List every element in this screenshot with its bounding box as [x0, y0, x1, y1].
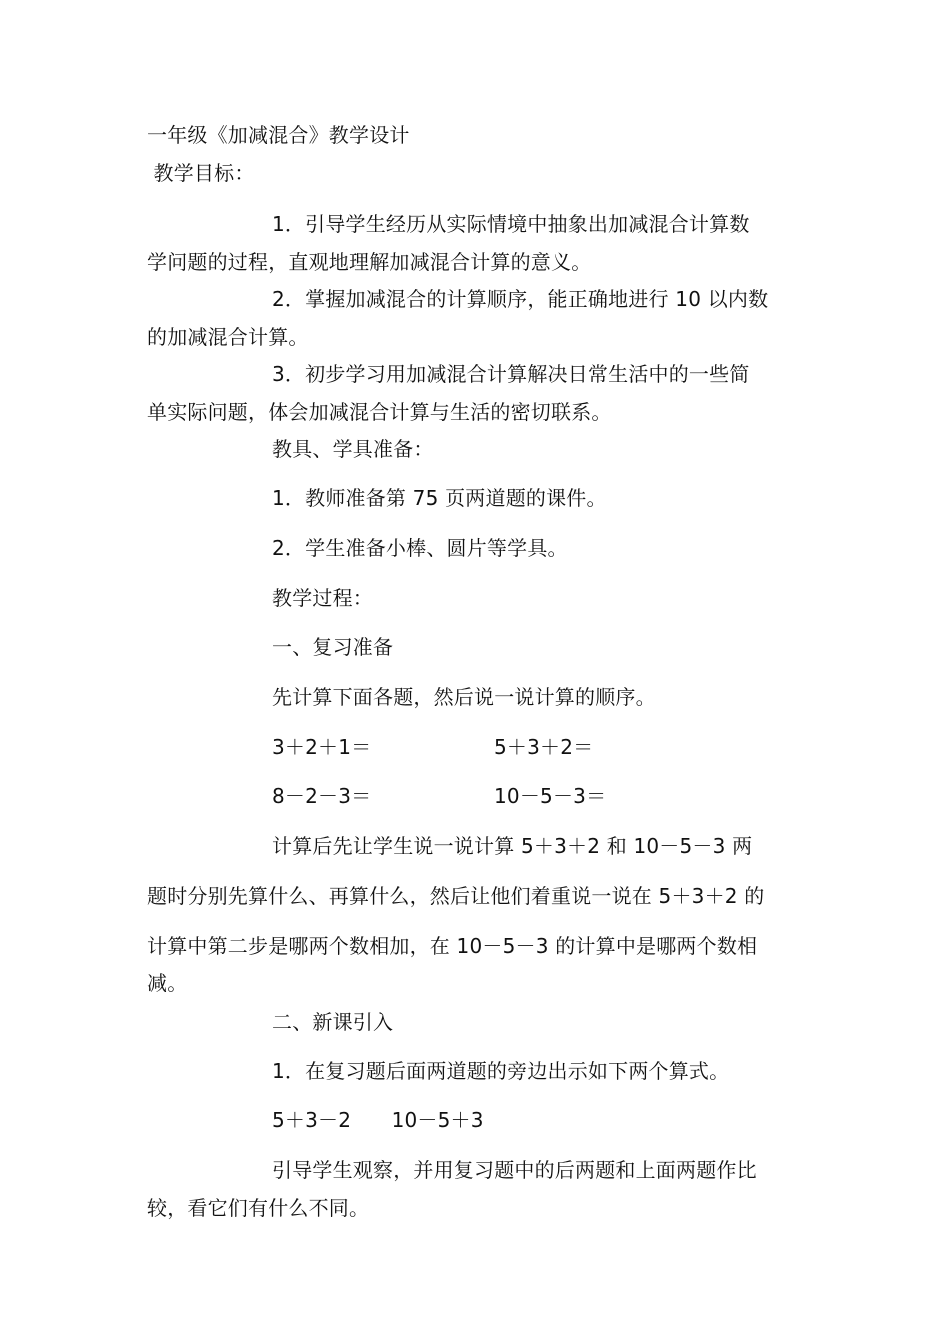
discussion-line-3: 计算中第二步是哪两个数相加，在 10－5－3 的计算中是哪两个数相	[147, 934, 758, 958]
materials-heading: 教具、学具准备：	[272, 437, 434, 461]
exercise-2: 5＋3＋2＝	[494, 735, 594, 759]
discussion-line-4: 减。	[147, 971, 188, 995]
section-heading-new-lesson: 二、新课引入	[272, 1010, 394, 1034]
new-lesson-item-1: 1．在复习题后面两道题的旁边出示如下两个算式。	[272, 1059, 730, 1083]
document-title: 一年级《加减混合》教学设计	[147, 123, 410, 147]
objectives-heading: 教学目标：	[147, 161, 255, 185]
guide-line-2: 较，看它们有什么不同。	[147, 1196, 370, 1220]
objective-1-line-2: 学问题的过程，直观地理解加减混合计算的意义。	[147, 250, 592, 274]
objective-2-line-2: 的加减混合计算。	[147, 325, 309, 349]
exercise-3: 8－2－3＝	[272, 784, 372, 808]
review-instruction: 先计算下面各题，然后说一说计算的顺序。	[272, 685, 656, 709]
discussion-line-1: 计算后先让学生说一说计算 5＋3＋2 和 10－5－3 两	[272, 834, 753, 858]
material-item-1: 1．教师准备第 75 页两道题的课件。	[272, 486, 607, 510]
objective-2-line-1: 2．掌握加减混合的计算顺序，能正确地进行 10 以内数	[272, 287, 769, 311]
objective-1-line-1: 1．引导学生经历从实际情境中抽象出加减混合计算数	[272, 212, 750, 236]
exercise-row-1	[272, 733, 593, 761]
new-lesson-formulas: 5＋3－2 10－5＋3	[272, 1108, 484, 1132]
section-heading-review: 一、复习准备	[272, 635, 394, 659]
guide-line-1: 引导学生观察，并用复习题中的后两题和上面两题作比	[272, 1158, 757, 1182]
discussion-line-2: 题时分别先算什么、再算什么，然后让他们着重说一说在 5＋3＋2 的	[147, 884, 765, 908]
exercise-1: 3＋2＋1＝	[272, 735, 372, 759]
material-item-2: 2．学生准备小棒、圆片等学具。	[272, 536, 568, 560]
objective-3-line-1: 3．初步学习用加减混合计算解决日常生活中的一些简	[272, 362, 750, 386]
exercise-4: 10－5－3＝	[494, 784, 607, 808]
exercise-row-2	[272, 782, 606, 810]
objective-3-line-2: 单实际问题，体会加减混合计算与生活的密切联系。	[147, 400, 612, 424]
process-heading: 教学过程：	[272, 586, 373, 610]
